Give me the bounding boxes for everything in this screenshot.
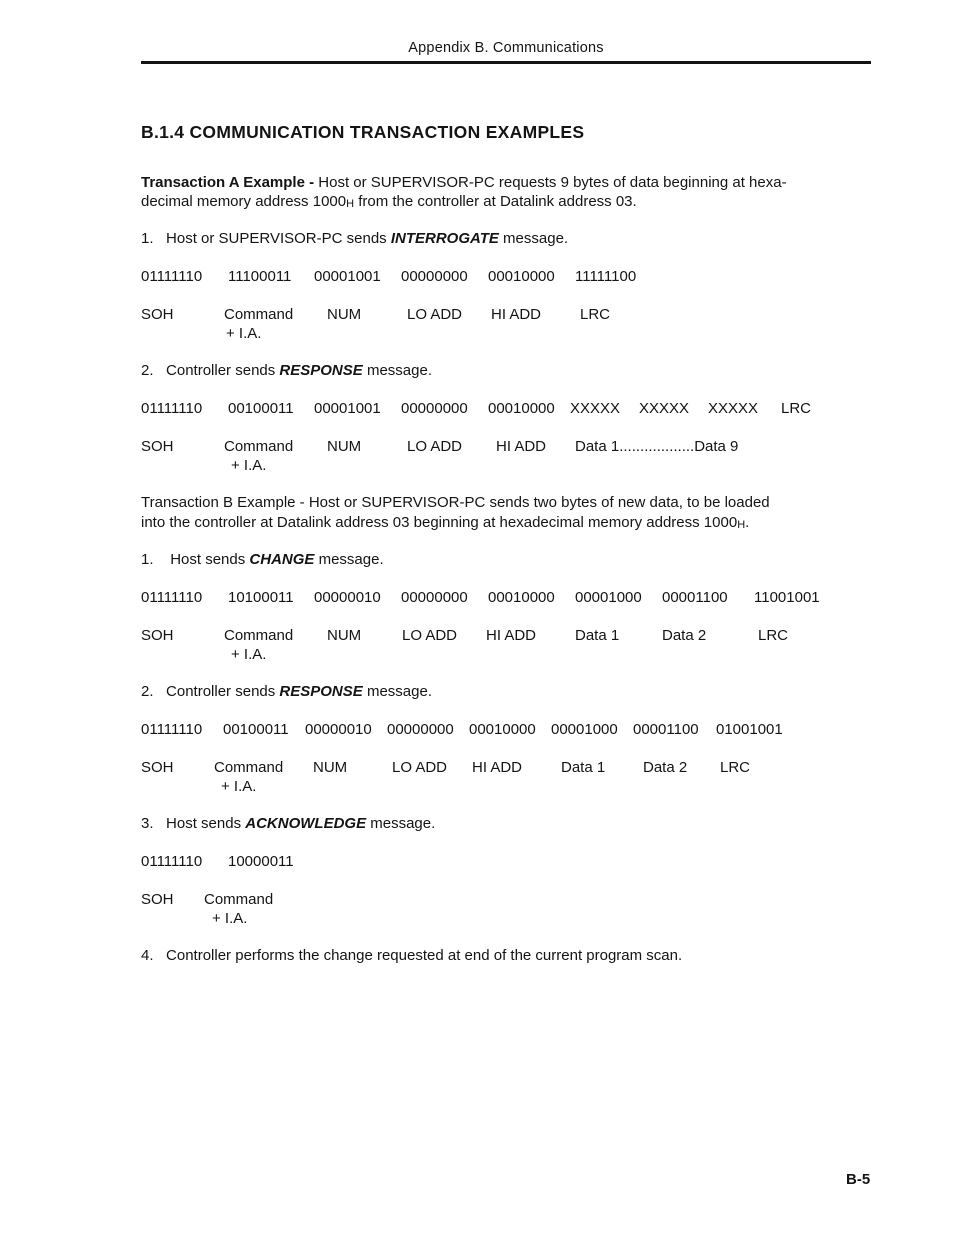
- field-label: Command: [224, 627, 294, 644]
- step-number: 3.: [141, 815, 154, 832]
- field-label: LO ADD: [407, 438, 463, 455]
- field-label: LO ADD: [392, 759, 448, 776]
- byte-field: XXXXX: [708, 400, 759, 417]
- byte-field: 10000011: [228, 853, 294, 870]
- byte-field: 00100011: [228, 400, 294, 417]
- field-label: NUM: [327, 306, 362, 323]
- field-label: LO ADD: [407, 306, 463, 323]
- transaction-a-intro-line-2: [141, 192, 637, 214]
- byte-field: 01111110: [141, 400, 203, 417]
- transaction-b-intro-text-2b: .: [745, 514, 750, 531]
- step-number: 1.: [141, 230, 154, 247]
- step-text: Controller sends: [166, 683, 280, 700]
- transaction-a-intro-text-1: Host or SUPERVISOR-PC requests 9 bytes of data beginning at hexa-: [314, 174, 787, 191]
- byte-field: 00000000: [401, 268, 468, 285]
- byte-field: LRC: [781, 400, 812, 417]
- field-label: Data 1: [561, 759, 606, 776]
- page-number: B-5: [846, 1171, 871, 1188]
- step-text-end: message.: [366, 815, 436, 832]
- transaction-b-intro-text-2a: into the controller at Datalink address 03 beginning at hexadecimal memory address 1000: [141, 514, 738, 531]
- byte-field: 10100011: [228, 589, 294, 606]
- byte-field: 00010000: [469, 721, 536, 738]
- step-text-end: message.: [498, 230, 569, 247]
- message-keyword: INTERROGATE: [390, 230, 499, 247]
- step-text-end: message.: [362, 683, 432, 700]
- byte-field: XXXXX: [639, 400, 690, 417]
- step-text: Host sends: [166, 815, 246, 832]
- byte-field: 00001001: [314, 400, 381, 417]
- field-label: Command: [204, 891, 274, 908]
- field-label: LO ADD: [402, 627, 458, 644]
- ia-note: + I.A.: [212, 910, 248, 927]
- byte-field: 01111110: [141, 589, 203, 606]
- field-label: Command: [224, 306, 294, 323]
- field-label: Data 1..................Data 9: [575, 438, 739, 455]
- field-label: SOH: [141, 627, 174, 644]
- step-text: Controller sends: [166, 362, 280, 379]
- field-label: SOH: [141, 759, 174, 776]
- byte-field: 00010000: [488, 268, 555, 285]
- transaction-b-step-2: [141, 682, 432, 702]
- step-number: 1.: [141, 551, 154, 568]
- byte-field: 00010000: [488, 589, 555, 606]
- byte-field: 00001000: [551, 721, 618, 738]
- field-label: NUM: [327, 627, 362, 644]
- hex-subscript: H: [346, 198, 355, 210]
- byte-field: 11100011: [228, 268, 292, 285]
- step-text-end: message.: [362, 362, 432, 379]
- message-keyword: RESPONSE: [279, 683, 363, 700]
- byte-field: 00000010: [305, 721, 372, 738]
- byte-field: XXXXX: [570, 400, 621, 417]
- transaction-b-step-3: [141, 814, 435, 834]
- step-text-end: message.: [314, 551, 384, 568]
- step-text: Host sends: [170, 551, 250, 568]
- transaction-a-intro-text-2b: from the controller at Datalink address 03.: [354, 193, 637, 210]
- byte-field: 00001100: [633, 721, 699, 738]
- step-number: 2.: [141, 683, 154, 700]
- transaction-b-step-4: [141, 946, 682, 966]
- field-label: LRC: [580, 306, 611, 323]
- byte-field: 01111110: [141, 268, 203, 285]
- field-label: SOH: [141, 306, 174, 323]
- byte-field: 00010000: [488, 400, 555, 417]
- byte-field: 00000000: [401, 589, 468, 606]
- transaction-b-step-1: [141, 550, 384, 570]
- byte-field: 00100011: [223, 721, 289, 738]
- step-text: Host or SUPERVISOR-PC sends: [166, 230, 391, 247]
- field-label: LRC: [720, 759, 751, 776]
- byte-field: 00001001: [314, 268, 381, 285]
- field-label: SOH: [141, 438, 174, 455]
- byte-field: 11111100: [575, 268, 637, 285]
- ia-note: + I.A.: [221, 778, 257, 795]
- byte-field: 00000010: [314, 589, 381, 606]
- field-label: Data 1: [575, 627, 620, 644]
- field-label: HI ADD: [486, 627, 537, 644]
- hex-subscript: H: [737, 519, 746, 531]
- byte-field: 11001001: [754, 589, 820, 606]
- field-label: Data 2: [643, 759, 688, 776]
- field-label: NUM: [327, 438, 362, 455]
- step-number: 2.: [141, 362, 154, 379]
- message-keyword: CHANGE: [249, 551, 315, 568]
- byte-field: 00000000: [401, 400, 468, 417]
- running-header: Appendix B. Communications: [408, 40, 604, 56]
- field-label: LRC: [758, 627, 789, 644]
- step-number: 4.: [141, 947, 154, 964]
- field-label: NUM: [313, 759, 348, 776]
- section-title: B.1.4 COMMUNICATION TRANSACTION EXAMPLES: [141, 122, 585, 142]
- byte-field: 00001100: [662, 589, 728, 606]
- field-label: Command: [224, 438, 294, 455]
- header-rule: [141, 61, 871, 64]
- field-label: Data 2: [662, 627, 707, 644]
- byte-field: 01001001: [716, 721, 783, 738]
- byte-field: 00001000: [575, 589, 642, 606]
- field-label: Command: [214, 759, 284, 776]
- transaction-a-label: Transaction A Example -: [141, 174, 315, 191]
- ia-note: + I.A.: [226, 325, 262, 342]
- transaction-a-intro-text-2a: decimal memory address 1000: [141, 193, 347, 210]
- byte-field: 01111110: [141, 853, 203, 870]
- byte-field: 01111110: [141, 721, 203, 738]
- step-text: Controller performs the change requested at end of the current program scan.: [166, 947, 683, 964]
- field-label: HI ADD: [472, 759, 523, 776]
- transaction-b-intro-line-2: [141, 513, 749, 535]
- field-label: HI ADD: [491, 306, 542, 323]
- byte-field: 00000000: [387, 721, 454, 738]
- transaction-b-intro-line-1: Transaction B Example - Host or SUPERVISOR-PC sends two bytes of new data, to be loaded: [141, 494, 770, 511]
- field-label: SOH: [141, 891, 174, 908]
- transaction-a-step-2: [141, 361, 432, 381]
- field-label: HI ADD: [496, 438, 547, 455]
- ia-note: + I.A.: [231, 646, 267, 663]
- ia-note: + I.A.: [231, 457, 267, 474]
- message-keyword: RESPONSE: [279, 362, 363, 379]
- transaction-a-intro-line-1: [141, 173, 787, 193]
- transaction-a-step-1: [141, 229, 568, 249]
- message-keyword: ACKNOWLEDGE: [245, 815, 367, 832]
